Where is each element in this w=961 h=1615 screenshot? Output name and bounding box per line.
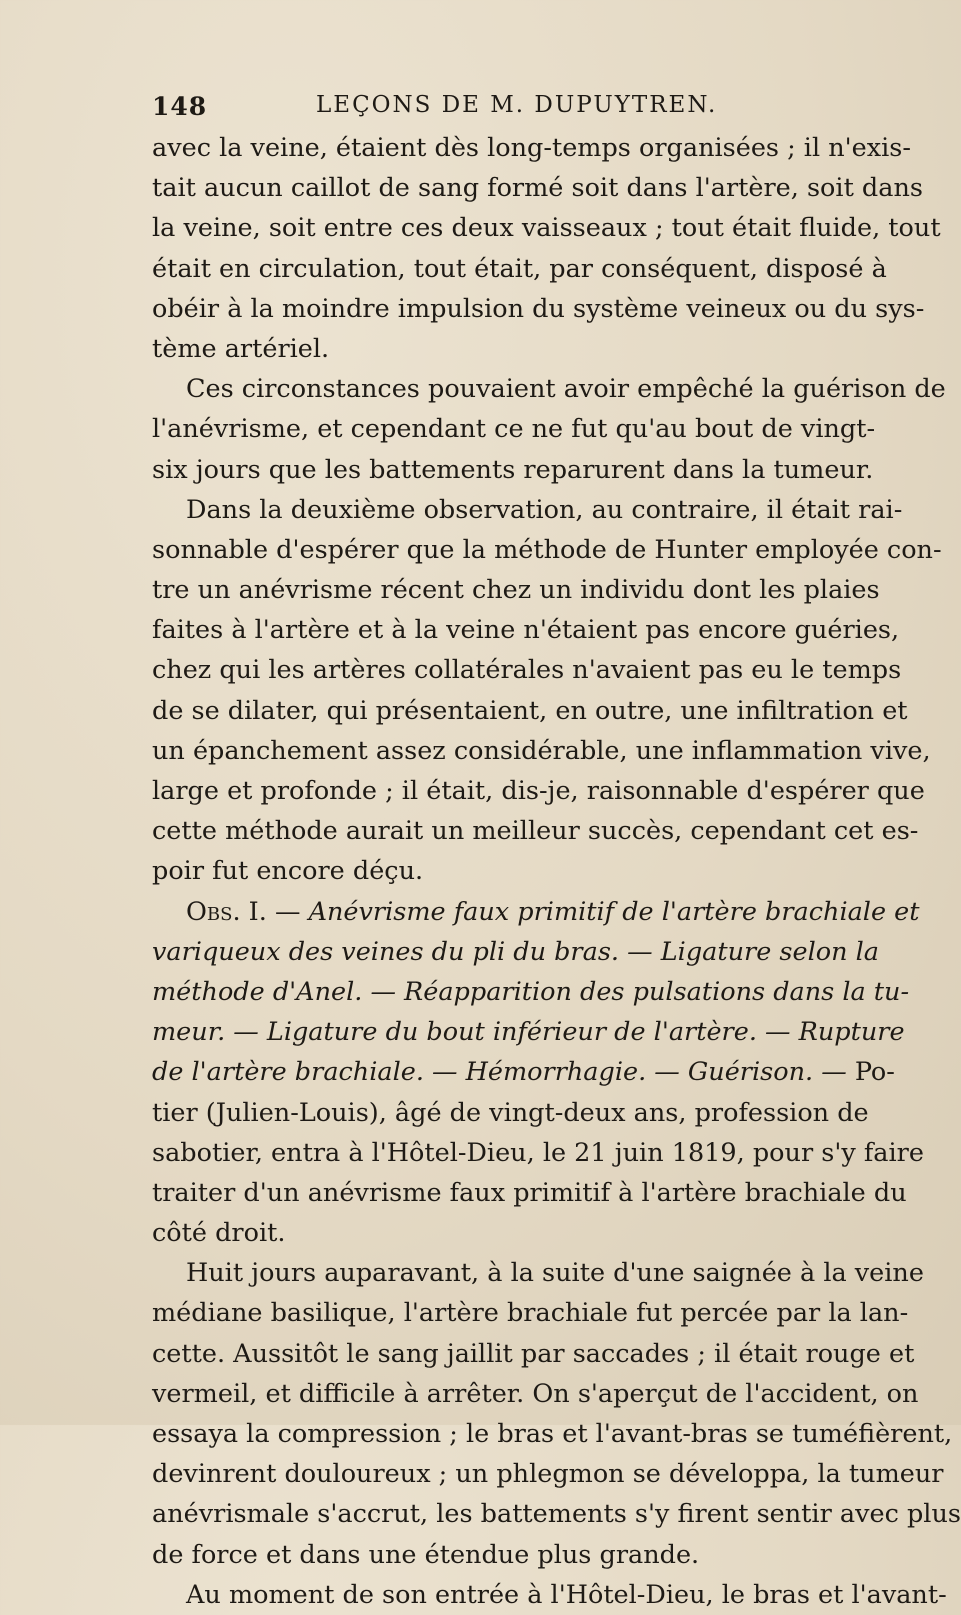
text-line: devinrent douloureux ; un phlegmon se développa, la tumeur [152,1459,944,1490]
text-line: poir fut encore déçu. [152,856,424,887]
text-line: meur. — Ligature du bout inférieur de l'artère. — Rupture [152,1017,905,1048]
text-line: était en circulation, tout était, par conséquent, disposé à [152,253,887,284]
observation-heading-line: Obs. I. — Anévrisme faux primitif de l'artère brachiale et [186,896,920,927]
text-line: faites à l'artère et à la veine n'étaient pas encore guéries, [152,615,900,646]
running-title: LEÇONS DE M. DUPUYTREN. [316,92,718,118]
text-line: Dans la deuxième observation, au contraire, il était rai- [186,494,903,525]
text-line: vermeil, et difficile à arrêter. On s'aperçut de l'accident, on [152,1378,919,1409]
running-header [152,92,772,126]
text-line: Ces circonstances pouvaient avoir empêché la guérison de [186,374,946,405]
text-line: Huit jours auparavant, à la suite d'une saignée à la veine [186,1258,924,1289]
text-line: la veine, soit entre ces deux vaisseaux ; tout était fluide, tout [152,213,941,244]
observation-title: Anévrisme faux primitif de l'artère brachiale et [308,896,920,927]
text-line: obéir à la moindre impulsion du système veineux ou du sys- [152,293,925,324]
text-line: essaya la compression ; le bras et l'avant-bras se tuméfièrent, [152,1419,953,1449]
text-line: tème artériel. [152,333,330,364]
text-line: tier (Julien-Louis), âgé de vingt-deux ans, profession de [152,1097,869,1128]
page-number: 148 [152,92,208,121]
text-line: cette. Aussitôt le sang jaillit par saccades ; il était rouge et [152,1338,915,1369]
observation-label: Obs. I. [186,896,267,927]
text-line: un épanchement assez considérable, une inflammation vive, [152,735,931,766]
text-line: méthode d'Anel. — Réapparition des pulsations dans la tu- [152,976,910,1007]
text-line: Au moment de son entrée à l'Hôtel-Dieu, le bras et l'avant- [186,1579,947,1610]
observation-title-end: de l'artère brachiale. — Hémorrhagie. — Guérison. — [152,1057,847,1088]
text-line: avec la veine, étaient dès long-temps organisées ; il n'exis- [152,133,911,163]
text-fragment: Po- [854,1057,895,1088]
text-line: médiane basilique, l'artère brachiale fut percée par la lan- [152,1298,909,1329]
body-text [152,128,961,1615]
text-line [152,1052,895,1092]
text-line: sabotier, entra à l'Hôtel-Dieu, le 21 juin 1819, pour s'y faire [152,1137,924,1168]
text-line: de se dilater, qui présentaient, en outre, une infiltration et [152,695,908,726]
text-line: sonnable d'espérer que la méthode de Hunter employée con- [152,534,942,565]
text-line: chez qui les artères collatérales n'avaient pas eu le temps [152,655,902,686]
text-line: côté droit. [152,1218,286,1249]
text-line: anévrismale s'accrut, les battements s'y firent sentir avec plus [152,1499,961,1530]
text-line: traiter d'un anévrisme faux primitif à l'artère brachiale du [152,1177,907,1208]
text-line: tre un anévrisme récent chez un individu dont les plaies [152,575,880,606]
text-line: cette méthode aurait un meilleur succès, cependant cet es- [152,816,919,847]
text-line: tait aucun caillot de sang formé soit dans l'artère, soit dans [152,173,923,204]
text-line: de force et dans une étendue plus grande. [152,1539,700,1570]
text-line: l'anévrisme, et cependant ce ne fut qu'au bout de vingt- [152,414,876,445]
text-line: large et profonde ; il était, dis-je, raisonnable d'espérer que [152,776,925,806]
text-line: variqueux des veines du pli du bras. — Ligature selon la [152,936,879,967]
text-line: six jours que les battements reparurent dans la tumeur. [152,454,874,485]
